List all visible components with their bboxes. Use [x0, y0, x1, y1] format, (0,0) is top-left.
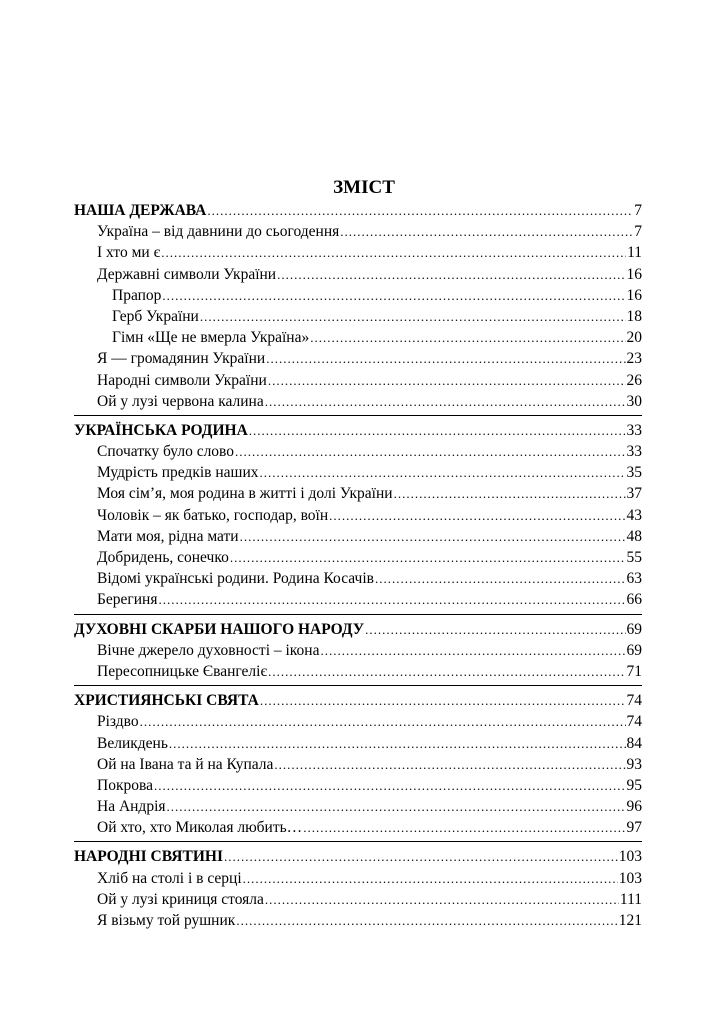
toc-entry-label: І хто ми є: [97, 244, 161, 262]
toc-page-number: 48: [626, 527, 642, 545]
dot-leader: [266, 348, 625, 369]
dot-leader: [277, 264, 625, 285]
toc-entry-label: Добридень, сонечко: [97, 549, 229, 566]
dot-leader: [340, 221, 633, 242]
dot-leader: [161, 242, 626, 263]
toc-entry[interactable]: [74, 547, 642, 568]
toc-entry[interactable]: [74, 754, 642, 775]
dot-leader: [265, 391, 626, 412]
toc-entry-label: Пересопницьке Євангеліє: [97, 662, 268, 680]
toc-page-number: 23: [626, 350, 642, 368]
toc-entry[interactable]: [74, 441, 642, 462]
toc-entry-label: Я — громадянин України: [97, 350, 266, 368]
dot-leader: [310, 327, 625, 348]
dot-leader: [240, 526, 626, 547]
dot-leader: [365, 619, 625, 640]
toc-entry-label: Ой на Івана та й на Купала: [97, 755, 274, 773]
dot-leader: [207, 200, 633, 221]
toc-entry-label: Я візьму той рушник: [97, 912, 236, 929]
toc-section: [74, 846, 642, 934]
toc-entry[interactable]: [74, 348, 642, 369]
dot-leader: [268, 370, 626, 391]
toc-entry[interactable]: [74, 910, 642, 931]
dot-leader: [303, 817, 625, 838]
toc-entry[interactable]: [74, 640, 642, 661]
toc-page-number: 66: [626, 591, 642, 609]
toc-entry-label: Моя сім’я, моя родина в житті і долі України: [97, 485, 393, 503]
toc-entry[interactable]: [74, 483, 642, 504]
toc-entry-label: УКРАЇНСЬКА РОДИНА: [74, 421, 248, 439]
toc-entry-label: Покрова: [97, 776, 153, 794]
toc-section-heading[interactable]: [74, 619, 642, 640]
toc-section-heading[interactable]: [74, 420, 642, 441]
toc-entry-label: ХРИСТИЯНСЬКІ СВЯТА: [74, 692, 259, 710]
toc-page-number: 7: [634, 202, 642, 219]
toc-entry[interactable]: [74, 889, 642, 910]
toc-entry-label: Ой хто, хто Миколая любить…: [97, 819, 303, 837]
toc-section-heading[interactable]: [74, 200, 642, 221]
dot-leader: [200, 306, 626, 327]
toc-section: [74, 420, 642, 615]
toc-entry[interactable]: [74, 589, 642, 610]
toc-section-heading[interactable]: [74, 690, 642, 711]
dot-leader: [260, 690, 626, 711]
toc-entry-label: Мати моя, рідна мати: [97, 527, 239, 545]
toc-page-number: 11: [627, 244, 642, 262]
toc-entry[interactable]: [74, 264, 642, 285]
toc-page-number: 18: [626, 307, 642, 325]
toc-entry-label: Ой у лузі криниця стояла: [97, 890, 264, 908]
toc-entry-label: Народні символи України: [97, 371, 267, 389]
dot-leader: [154, 775, 626, 796]
toc-entry[interactable]: [74, 391, 642, 412]
dot-leader: [159, 589, 626, 610]
toc-entry[interactable]: [74, 306, 642, 327]
dot-leader: [260, 462, 626, 483]
dot-leader: [235, 441, 625, 462]
toc-page-number: 69: [626, 620, 642, 638]
dot-leader: [243, 868, 618, 889]
dot-leader: [375, 568, 626, 589]
toc-entry[interactable]: [74, 370, 642, 391]
dot-leader: [167, 796, 626, 817]
toc-entry-label: Різдво: [97, 713, 139, 731]
toc-entry-label: Прапор: [112, 286, 162, 304]
toc-page-number: 95: [626, 776, 642, 794]
toc-entry[interactable]: [74, 661, 642, 682]
toc-entry-label: Хліб на столі і в серці: [97, 869, 242, 887]
toc-page-number: 71: [626, 662, 642, 680]
toc-page-number: 96: [626, 798, 642, 816]
toc-entry[interactable]: [74, 505, 642, 526]
toc-page-number: 111: [619, 890, 642, 908]
toc-page-number: 69: [626, 641, 642, 659]
toc-page-number: 30: [626, 392, 642, 410]
toc-entry-label: Чоловік – як батько, господар, воїн: [97, 506, 329, 524]
dot-leader: [230, 547, 626, 568]
toc-entry-label: Відомі українські родини. Родина Косачів: [97, 570, 374, 588]
toc-entry-label: Герб України: [112, 307, 199, 325]
toc-page-number: 16: [626, 286, 642, 304]
table-of-contents: [74, 200, 642, 938]
toc-entry-label: Берегиня: [97, 591, 158, 609]
toc-entry-label: Україна – від давнини до сьогодення: [97, 223, 340, 241]
toc-entry[interactable]: [74, 711, 642, 732]
dot-leader: [224, 846, 618, 867]
toc-page-number: 103: [618, 869, 642, 887]
toc-page-number: 97: [626, 819, 642, 837]
toc-section: [74, 690, 642, 842]
toc-page-number: 63: [626, 570, 642, 588]
toc-entry-label: Спочатку було слово: [97, 443, 235, 461]
dot-leader: [265, 889, 619, 910]
toc-entry[interactable]: [74, 568, 642, 589]
toc-entry[interactable]: [74, 327, 642, 348]
toc-entry[interactable]: [74, 868, 642, 889]
toc-page-number: 20: [626, 329, 642, 347]
toc-section-heading[interactable]: [74, 846, 642, 867]
toc-entry-label: На Андрія: [97, 798, 166, 816]
toc-entry[interactable]: [74, 796, 642, 817]
toc-page-number: 43: [626, 506, 642, 524]
page-title: ЗМІСТ: [333, 177, 395, 198]
toc-entry[interactable]: [74, 817, 642, 838]
dot-leader: [162, 285, 625, 306]
toc-page-number: 74: [626, 692, 642, 710]
toc-page-number: 37: [626, 485, 642, 503]
toc-page-number: 93: [626, 755, 642, 773]
toc-page-number: 7: [634, 223, 642, 241]
dot-leader: [329, 505, 625, 526]
toc-section: [74, 200, 642, 416]
dot-leader: [274, 754, 625, 775]
toc-page-number: 16: [626, 265, 642, 283]
dot-leader: [268, 661, 625, 682]
toc-entry-label: Великдень: [97, 734, 168, 752]
toc-page-number: 74: [626, 713, 642, 731]
toc-entry[interactable]: [74, 221, 642, 242]
toc-page-number: 55: [626, 549, 642, 566]
toc-entry-label: НАША ДЕРЖАВА: [74, 202, 207, 219]
toc-entry-label: ДУХОВНІ СКАРБИ НАШОГО НАРОДУ: [74, 620, 365, 638]
toc-page-number: 103: [618, 848, 642, 866]
dot-leader: [249, 420, 626, 441]
dot-leader: [320, 640, 625, 661]
dot-leader: [236, 910, 617, 931]
toc-entry-label: Гімн «Ще не вмерла Україна»: [112, 329, 310, 347]
dot-leader: [394, 483, 626, 504]
toc-entry[interactable]: [74, 242, 642, 263]
toc-entry-label: НАРОДНІ СВЯТИНІ: [74, 848, 223, 866]
toc-page-number: 121: [618, 912, 642, 929]
toc-entry[interactable]: [74, 733, 642, 754]
toc-entry-label: Державні символи України: [97, 265, 277, 283]
dot-leader: [169, 733, 626, 754]
toc-entry[interactable]: [74, 775, 642, 796]
dot-leader: [140, 711, 626, 732]
toc-entry[interactable]: [74, 285, 642, 306]
toc-page-number: 33: [626, 421, 642, 439]
toc-page-number: 26: [626, 371, 642, 389]
toc-page-number: 33: [626, 443, 642, 461]
toc-entry-label: Мудрість предків наших: [97, 464, 259, 482]
toc-page-number: 35: [626, 464, 642, 482]
toc-entry[interactable]: [74, 526, 642, 547]
toc-section: [74, 619, 642, 687]
toc-page-number: 84: [626, 734, 642, 752]
toc-entry[interactable]: [74, 462, 642, 483]
toc-entry-label: Ой у лузі червона калина: [97, 392, 264, 410]
toc-entry-label: Вічне джерело духовності – ікона: [97, 641, 320, 659]
